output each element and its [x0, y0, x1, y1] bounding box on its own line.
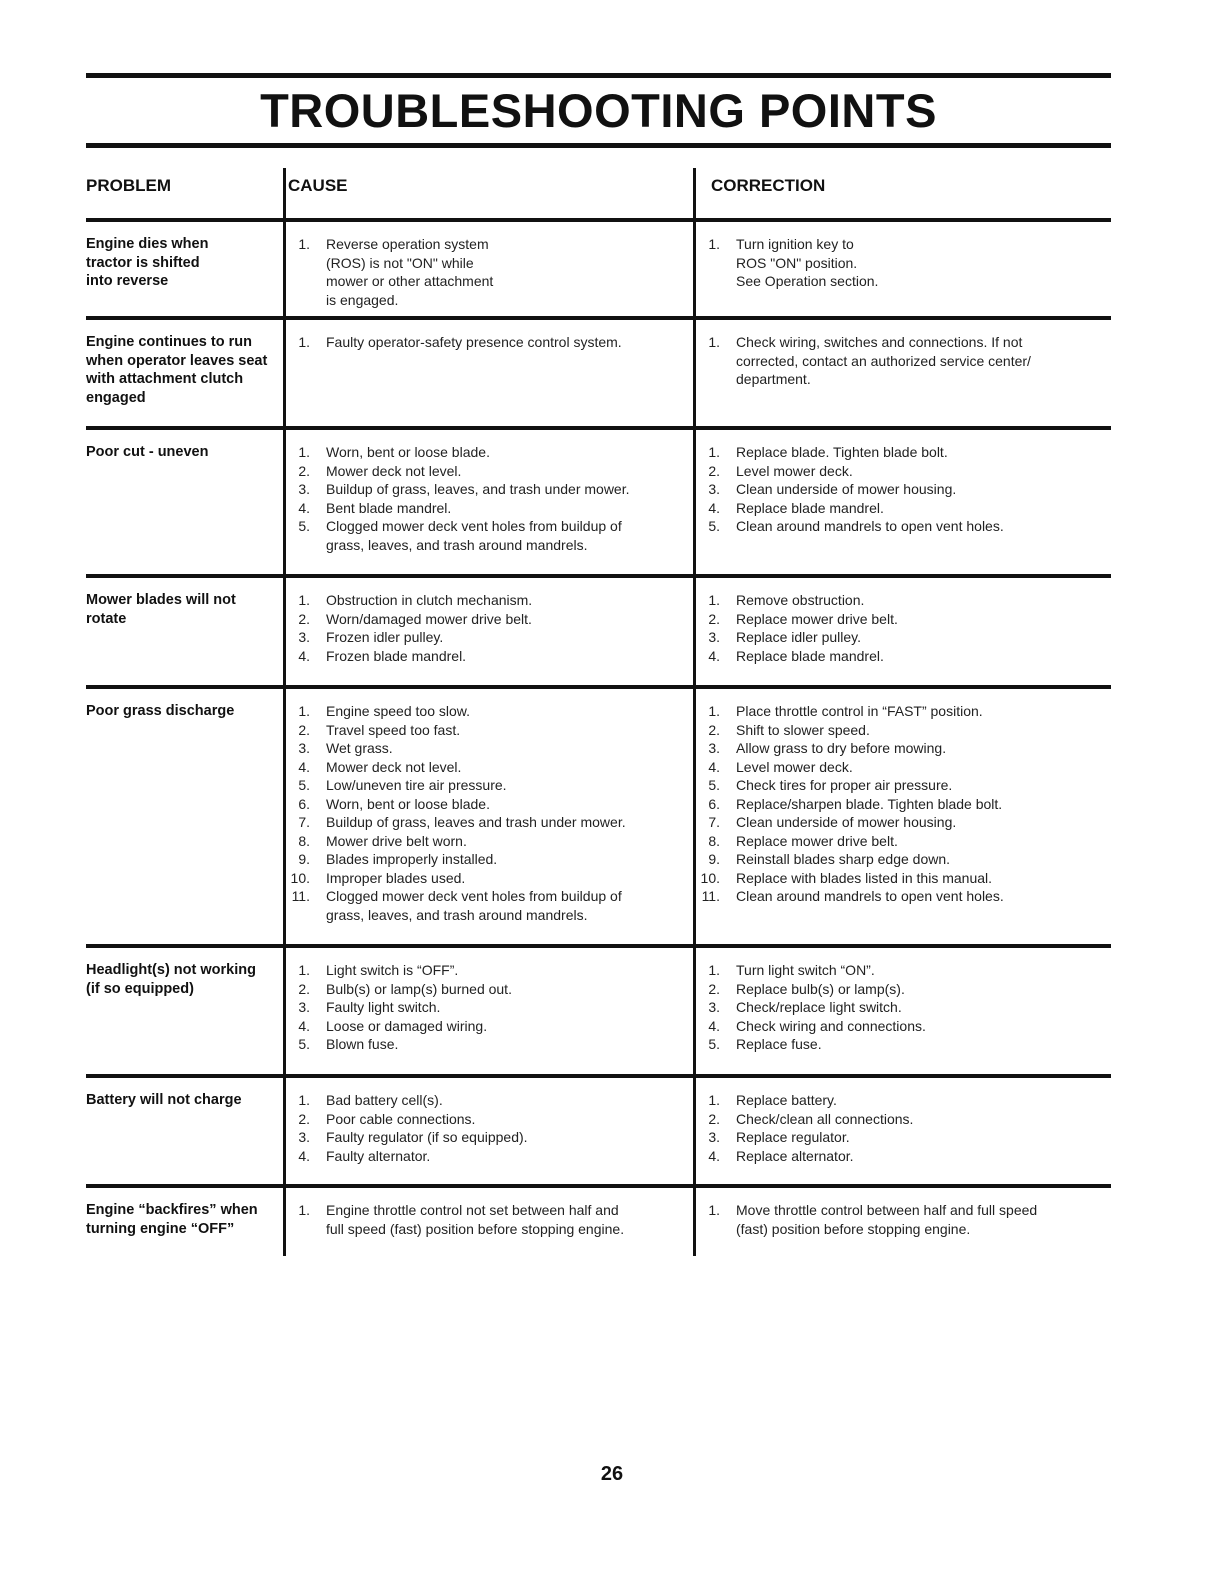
correction-item	[698, 869, 1108, 888]
cause-item	[288, 850, 688, 869]
item-number: 2.	[708, 462, 720, 479]
item-text: Replace bulb(s) or lamp(s).	[736, 980, 905, 997]
column-divider	[693, 689, 696, 944]
correction-item	[698, 499, 1108, 518]
item-number: 1.	[298, 1092, 310, 1108]
item-text: Clogged mower deck vent holes from buildup of grass, leaves, and trash around mandrels.	[326, 518, 622, 553]
cause-item	[288, 462, 688, 481]
item-number: 1.	[298, 444, 310, 460]
item-number: 4.	[298, 647, 310, 664]
cause-item	[288, 813, 688, 832]
item-number: 1.	[708, 236, 720, 252]
cause-item	[288, 776, 688, 795]
column-divider	[693, 948, 696, 1074]
item-text: Obstruction in clutch mechanism.	[326, 592, 533, 608]
column-divider	[283, 1078, 286, 1184]
item-number: 3.	[708, 629, 720, 645]
item-text: Wet grass.	[326, 740, 393, 756]
correction-list	[698, 961, 1108, 1054]
item-number: 3.	[298, 740, 310, 756]
item-number: 3.	[708, 740, 720, 756]
cause-item	[288, 1091, 688, 1110]
item-number: 1.	[298, 962, 310, 978]
item-number: 1.	[708, 1092, 720, 1108]
item-text: Low/uneven tire air pressure.	[326, 777, 507, 793]
item-text: Buildup of grass, leaves and trash under mower.	[326, 814, 626, 830]
item-number: 5.	[708, 777, 720, 793]
correction-list	[698, 1201, 1108, 1238]
item-number: 9.	[708, 851, 720, 867]
correction-item	[698, 702, 1108, 721]
item-text: Check wiring and connections.	[736, 1017, 926, 1034]
item-number: 1.	[298, 592, 310, 608]
item-number: 1.	[708, 444, 720, 460]
item-text: Travel speed too fast.	[326, 721, 461, 738]
item-number: 4.	[708, 647, 720, 664]
item-number: 3.	[298, 999, 310, 1015]
header-cause: CAUSE	[288, 176, 348, 195]
item-text: Reverse operation system (ROS) is not "ON" while mower or other attachment is engaged.	[326, 236, 494, 308]
table-body	[86, 218, 1111, 1256]
page-title: TROUBLESHOOTING POINTS	[260, 84, 937, 137]
item-text: Mower drive belt worn.	[326, 832, 467, 849]
item-text: Check tires for proper air pressure.	[736, 777, 953, 793]
correction-item	[698, 998, 1108, 1017]
item-text: Frozen idler pulley.	[326, 629, 444, 645]
correction-list	[698, 443, 1108, 536]
item-text: Move throttle control between half and full speed (fast) position before stopping engine.	[736, 1202, 1038, 1237]
item-number: 9.	[298, 851, 310, 867]
item-number: 2.	[708, 980, 720, 997]
item-number: 4.	[298, 758, 310, 775]
item-text: Turn light switch “ON”.	[736, 962, 875, 978]
item-number: 4.	[708, 1147, 720, 1164]
item-number: 6.	[708, 795, 720, 812]
item-number: 1.	[298, 703, 310, 719]
cause-item	[288, 739, 688, 758]
cause-item	[288, 980, 688, 999]
item-text: Replace blade mandrel.	[736, 647, 884, 664]
item-number: 3.	[708, 481, 720, 497]
column-divider	[283, 168, 286, 218]
correction-list	[698, 333, 1108, 389]
item-text: Faulty light switch.	[326, 999, 441, 1015]
cause-item	[288, 1147, 688, 1166]
item-text: Level mower deck.	[736, 462, 853, 479]
problem-cell: Headlight(s) not working (if so equipped)	[86, 962, 256, 997]
item-text: Faulty operator-safety presence control system.	[326, 334, 622, 350]
problem-cell: Mower blades will not rotate	[86, 592, 236, 627]
item-text: Replace idler pulley.	[736, 629, 862, 645]
item-text: Engine throttle control not set between half and full speed (fast) position before stopping engine.	[326, 1202, 625, 1237]
item-number: 11.	[701, 888, 720, 904]
item-text: Bad battery cell(s).	[326, 1092, 443, 1108]
item-text: Level mower deck.	[736, 758, 853, 775]
item-number: 3.	[298, 1129, 310, 1145]
correction-item	[698, 517, 1108, 536]
problem-cell: Engine dies when tractor is shifted into reverse	[86, 236, 209, 289]
correction-item	[698, 776, 1108, 795]
item-number: 1.	[708, 962, 720, 978]
cause-item	[288, 591, 688, 610]
item-number: 5.	[708, 518, 720, 534]
item-number: 1.	[708, 334, 720, 350]
correction-list	[698, 1091, 1108, 1165]
item-number: 1.	[298, 1202, 310, 1218]
correction-item	[698, 1147, 1108, 1166]
column-divider	[283, 1188, 286, 1256]
correction-item	[698, 1128, 1108, 1147]
correction-item	[698, 333, 1108, 389]
item-text: Worn/damaged mower drive belt.	[326, 610, 532, 627]
item-text: Loose or damaged wiring.	[326, 1017, 488, 1034]
correction-item	[698, 647, 1108, 666]
item-text: Poor cable connections.	[326, 1110, 476, 1127]
correction-item	[698, 610, 1108, 629]
item-text: Clean around mandrels to open vent holes.	[736, 518, 1004, 534]
header-correction: CORRECTION	[711, 176, 826, 195]
item-number: 4.	[298, 499, 310, 516]
cause-item	[288, 610, 688, 629]
item-text: Light switch is “OFF”.	[326, 962, 459, 978]
item-number: 1.	[298, 236, 310, 252]
title-top-rule	[86, 73, 1111, 78]
cause-list	[288, 702, 688, 924]
column-divider	[693, 222, 696, 316]
correction-item	[698, 721, 1108, 740]
cause-item	[288, 887, 688, 924]
correction-item	[698, 1017, 1108, 1036]
item-number: 2.	[708, 1110, 720, 1127]
item-text: Blown fuse.	[326, 1036, 399, 1052]
column-divider	[283, 430, 286, 574]
column-divider	[283, 578, 286, 685]
item-text: Turn ignition key to ROS "ON" position. See Operation section.	[736, 236, 879, 289]
item-text: Allow grass to dry before mowing.	[736, 740, 947, 756]
column-divider	[283, 689, 286, 944]
cause-item	[288, 647, 688, 666]
item-number: 8.	[708, 832, 720, 849]
item-text: Improper blades used.	[326, 869, 466, 886]
cause-item	[288, 628, 688, 647]
item-number: 8.	[298, 832, 310, 849]
cause-item	[288, 998, 688, 1017]
item-text: Shift to slower speed.	[736, 721, 870, 738]
cause-item	[288, 758, 688, 777]
item-number: 6.	[298, 795, 310, 812]
item-number: 1.	[708, 592, 720, 608]
item-text: Check wiring, switches and connections. If not corrected, contact an authorized service center/ department.	[736, 334, 1031, 387]
correction-item	[698, 462, 1108, 481]
column-divider	[283, 222, 286, 316]
correction-item	[698, 443, 1108, 462]
item-text: Blades improperly installed.	[326, 851, 498, 867]
cause-item	[288, 443, 688, 462]
item-text: Bent blade mandrel.	[326, 499, 452, 516]
correction-item	[698, 980, 1108, 999]
cause-item	[288, 961, 688, 980]
correction-item	[698, 961, 1108, 980]
table-header	[86, 168, 1111, 218]
item-number: 5.	[298, 1036, 310, 1052]
item-text: Check/clean all connections.	[736, 1110, 914, 1127]
item-text: Clean underside of mower housing.	[736, 481, 957, 497]
item-number: 1.	[708, 703, 720, 719]
table-row	[86, 316, 1111, 426]
page-number: 26	[600, 1463, 624, 1485]
item-number: 3.	[298, 629, 310, 645]
item-text: Check/replace light switch.	[736, 999, 902, 1015]
item-number: 1.	[298, 334, 310, 350]
column-divider	[693, 320, 696, 426]
cause-item	[288, 499, 688, 518]
cause-list	[288, 1091, 688, 1165]
cause-item	[288, 517, 688, 554]
cause-item	[288, 480, 688, 499]
item-number: 5.	[298, 518, 310, 534]
item-text: Replace fuse.	[736, 1036, 822, 1052]
table-row	[86, 685, 1111, 944]
correction-item	[698, 235, 1108, 291]
item-text: Replace mower drive belt.	[736, 610, 898, 627]
item-number: 3.	[708, 999, 720, 1015]
item-text: Bulb(s) or lamp(s) burned out.	[326, 980, 512, 997]
cause-list	[288, 333, 688, 352]
column-divider	[693, 1188, 696, 1256]
column-divider	[693, 168, 696, 218]
correction-item	[698, 591, 1108, 610]
item-text: Replace blade. Tighten blade bolt.	[736, 444, 948, 460]
column-divider	[693, 578, 696, 685]
item-text: Remove obstruction.	[736, 592, 865, 608]
title-bottom-rule	[86, 143, 1111, 148]
item-text: Mower deck not level.	[326, 462, 462, 479]
cause-item	[288, 795, 688, 814]
correction-item	[698, 628, 1108, 647]
cause-item	[288, 702, 688, 721]
item-text: Worn, bent or loose blade.	[326, 444, 490, 460]
item-number: 3.	[708, 1129, 720, 1145]
item-number: 1.	[708, 1202, 720, 1218]
cause-item	[288, 235, 688, 309]
table-row	[86, 944, 1111, 1074]
table-row	[86, 426, 1111, 574]
item-number: 2.	[298, 721, 310, 738]
correction-list	[698, 235, 1108, 291]
item-number: 4.	[708, 758, 720, 775]
column-divider	[693, 1078, 696, 1184]
problem-cell: Engine “backfires” when turning engine “OFF”	[86, 1202, 258, 1237]
item-text: Replace alternator.	[736, 1147, 854, 1164]
item-text: Replace regulator.	[736, 1129, 850, 1145]
item-number: 4.	[708, 1017, 720, 1034]
correction-item	[698, 739, 1108, 758]
table-row	[86, 1074, 1111, 1184]
problem-cell: Battery will not charge	[86, 1092, 242, 1108]
correction-item	[698, 758, 1108, 777]
item-number: 3.	[298, 481, 310, 497]
item-number: 2.	[708, 721, 720, 738]
item-text: Engine speed too slow.	[326, 703, 470, 719]
cause-list	[288, 961, 688, 1054]
correction-item	[698, 887, 1108, 906]
item-number: 4.	[708, 499, 720, 516]
item-text: Worn, bent or loose blade.	[326, 795, 490, 812]
item-number: 4.	[298, 1147, 310, 1164]
column-divider	[283, 948, 286, 1074]
item-number: 2.	[298, 1110, 310, 1127]
item-number: 7.	[298, 814, 310, 830]
item-text: Faulty alternator.	[326, 1147, 431, 1164]
cause-item	[288, 1017, 688, 1036]
cause-list	[288, 443, 688, 554]
item-text: Replace blade mandrel.	[736, 499, 884, 516]
item-number: 10.	[290, 869, 310, 886]
item-number: 2.	[298, 610, 310, 627]
cause-list	[288, 235, 688, 309]
item-text: Faulty regulator (if so equipped).	[326, 1129, 528, 1145]
table-row	[86, 218, 1111, 316]
item-text: Buildup of grass, leaves, and trash under mower.	[326, 481, 630, 497]
item-number: 2.	[298, 980, 310, 997]
correction-item	[698, 1110, 1108, 1129]
cause-item	[288, 1128, 688, 1147]
cause-item	[288, 721, 688, 740]
column-divider	[283, 320, 286, 426]
table-row	[86, 574, 1111, 685]
item-number: 5.	[298, 777, 310, 793]
item-number: 7.	[708, 814, 720, 830]
cause-item	[288, 1201, 688, 1238]
cause-item	[288, 1035, 688, 1054]
item-text: Clean underside of mower housing.	[736, 814, 957, 830]
problem-cell: Poor cut - uneven	[86, 444, 209, 460]
item-text: Replace battery.	[736, 1092, 837, 1108]
cause-item	[288, 869, 688, 888]
correction-list	[698, 591, 1108, 665]
cause-list	[288, 591, 688, 665]
problem-cell: Poor grass discharge	[86, 703, 235, 719]
cause-item	[288, 1110, 688, 1129]
troubleshooting-table	[86, 168, 1111, 1256]
item-text: Clean around mandrels to open vent holes.	[736, 888, 1004, 904]
table-row	[86, 1184, 1111, 1256]
column-divider	[693, 430, 696, 574]
item-number: 10.	[700, 869, 720, 886]
correction-item	[698, 813, 1108, 832]
item-number: 5.	[708, 1036, 720, 1052]
correction-item	[698, 795, 1108, 814]
cause-item	[288, 832, 688, 851]
item-number: 4.	[298, 1017, 310, 1034]
item-text: Clogged mower deck vent holes from buildup of grass, leaves, and trash around mandrels.	[326, 888, 622, 923]
item-text: Replace/sharpen blade. Tighten blade bolt.	[736, 795, 1003, 812]
item-text: Reinstall blades sharp edge down.	[736, 851, 951, 867]
item-text: Replace with blades listed in this manual.	[736, 869, 993, 886]
correction-item	[698, 850, 1108, 869]
item-text: Place throttle control in “FAST” position.	[736, 703, 983, 719]
header-problem: PROBLEM	[86, 176, 171, 195]
correction-item	[698, 480, 1108, 499]
correction-list	[698, 702, 1108, 906]
problem-cell: Engine continues to run when operator leaves seat with attachment clutch engaged	[86, 334, 268, 406]
item-text: Frozen blade mandrel.	[326, 647, 467, 664]
cause-item	[288, 333, 688, 352]
item-number: 2.	[708, 610, 720, 627]
item-text: Replace mower drive belt.	[736, 832, 898, 849]
item-number: 11.	[291, 888, 310, 904]
correction-item	[698, 832, 1108, 851]
correction-item	[698, 1035, 1108, 1054]
correction-item	[698, 1091, 1108, 1110]
correction-item	[698, 1201, 1108, 1238]
item-text: Mower deck not level.	[326, 758, 462, 775]
item-number: 2.	[298, 462, 310, 479]
cause-list	[288, 1201, 688, 1238]
